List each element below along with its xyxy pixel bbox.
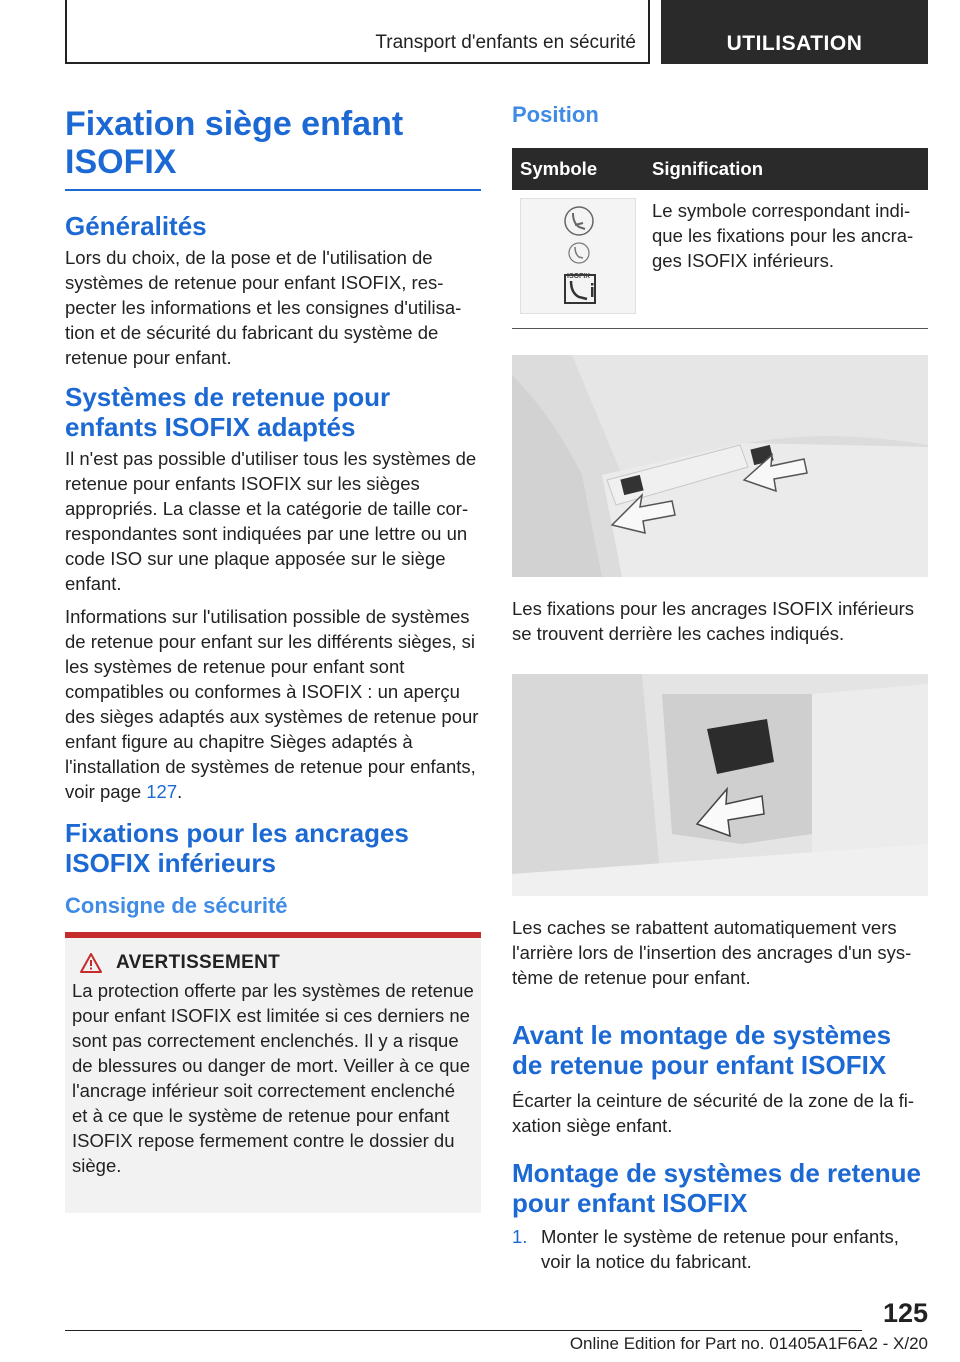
table-row [512, 190, 928, 326]
heading-consigne: Consigne de sécurité [65, 893, 288, 918]
page-link-127[interactable]: 127 [146, 781, 178, 802]
symbol-table [512, 148, 928, 326]
paragraph-avant-montage: Écarter la ceinture de sécurité de la zone de la fixation siège enfant. [512, 1090, 915, 1136]
paragraph-systemes-1: Il n'est pas possible d'utiliser tous les systèmes de retenue pour enfants ISOFIX sur les sièges appropriés. La classe et la catégorie de taille correspondantes sont indiquées par une lettre ou un code ISO sur une plaque apposée sur le siège enfant. [65, 448, 477, 594]
caption-covers: Les caches se rabattent automatiquement vers l'arrière lors de l'insertion des ancrages d'un système de retenue pour enfant. [512, 917, 912, 988]
table-header-row [512, 148, 928, 190]
heading-systemes: Systèmes de retenue pour enfants ISOFIX adaptés [65, 382, 391, 442]
isofix-label: ISOFIX [567, 273, 590, 280]
heading-fixations: Fixations pour les ancrages ISOFIX inférieurs [65, 818, 409, 878]
heading-montage: Montage de systèmes de retenue pour enfant ISOFIX [512, 1158, 921, 1218]
seat-anchors-photo [512, 355, 928, 577]
step-text: Monter le système de retenue pour enfants, voir la notice du fabricant. [541, 1226, 899, 1272]
section-title: Transport d'enfants en sécurité [375, 32, 636, 53]
warning-header [72, 952, 474, 974]
table-header-symbole: Symbole [512, 148, 644, 190]
page-title-line2: ISOFIX [65, 143, 177, 181]
list-item [512, 1224, 928, 1274]
warning-title: AVERTISSEMENT [116, 952, 281, 973]
edition-note: Online Edition for Part no. 01405A1F6A2 - X/20 [569, 1334, 928, 1353]
table-header-signification: Signification [644, 148, 928, 190]
page-number: 125 [882, 1298, 928, 1328]
page-header [65, 0, 928, 64]
table-divider [512, 328, 928, 329]
signification-cell: Le symbole correspondant indique les fixations pour les ancrages ISOFIX inférieurs. [652, 200, 914, 271]
heading-avant-montage: Avant le montage de systèmes de retenue pour enfant ISOFIX [512, 1020, 892, 1080]
paragraph-systemes-2 [65, 604, 481, 804]
title-divider [65, 181, 481, 191]
warning-triangle-icon [80, 953, 102, 973]
section-tab [65, 0, 650, 64]
page-title-line1: Fixation siège enfant [65, 105, 404, 143]
symbol-cell [512, 190, 644, 326]
heading-generalites: Généralités [65, 211, 207, 241]
paragraph-systemes-2-end: . [177, 781, 183, 802]
chapter-tab [661, 0, 928, 64]
right-column [512, 100, 928, 1274]
paragraph-systemes-2-text: Informations sur l'utilisation possible de systèmes de retenue pour enfant sur les différents sièges, si les systèmes de retenue pour enfant sont compatibles ou conformes à ISOFIX : un aperçu des sièges adaptés aux systèmes de retenue pour enfant figure au chapitre Sièges adaptés à l'installation de systèmes de retenue pour enfants, voir page [65, 606, 479, 802]
step-number: 1. [512, 1226, 528, 1247]
left-column [65, 100, 481, 1213]
isofix-symbol-image [520, 198, 636, 314]
heading-position: Position [512, 102, 599, 127]
footer-divider [65, 1330, 862, 1331]
warning-box [65, 938, 481, 1213]
isofix-symbols-icon [521, 199, 637, 315]
warning-text: La protection offerte par les systèmes de retenue pour enfant ISOFIX est limitée si ces derniers ne sont pas correctement enclenchés. Il y a risque de blessures ou danger de mort. Veiller à ce que l'ancrage inférieur soit correctement enclenché et à ce que le système de retenue pour enfant ISOFIX repose fermement contre le dossier du siège. [72, 980, 474, 1176]
chapter-title: UTILISATION [726, 32, 863, 55]
cover-detail-photo [512, 674, 928, 896]
caption-anchors: Les fixations pour les ancrages ISOFIX inférieurs se trouvent derrière les caches indiqués. [512, 598, 915, 644]
steps-list [512, 1224, 928, 1274]
page-title [65, 100, 481, 181]
paragraph-generalites: Lors du choix, de la pose et de l'utilisation de systèmes de retenue pour enfant ISOFIX, respecter les informations et les consignes d'utilisation et de sécurité du fabricant du système de retenue pour enfant. [65, 247, 462, 368]
